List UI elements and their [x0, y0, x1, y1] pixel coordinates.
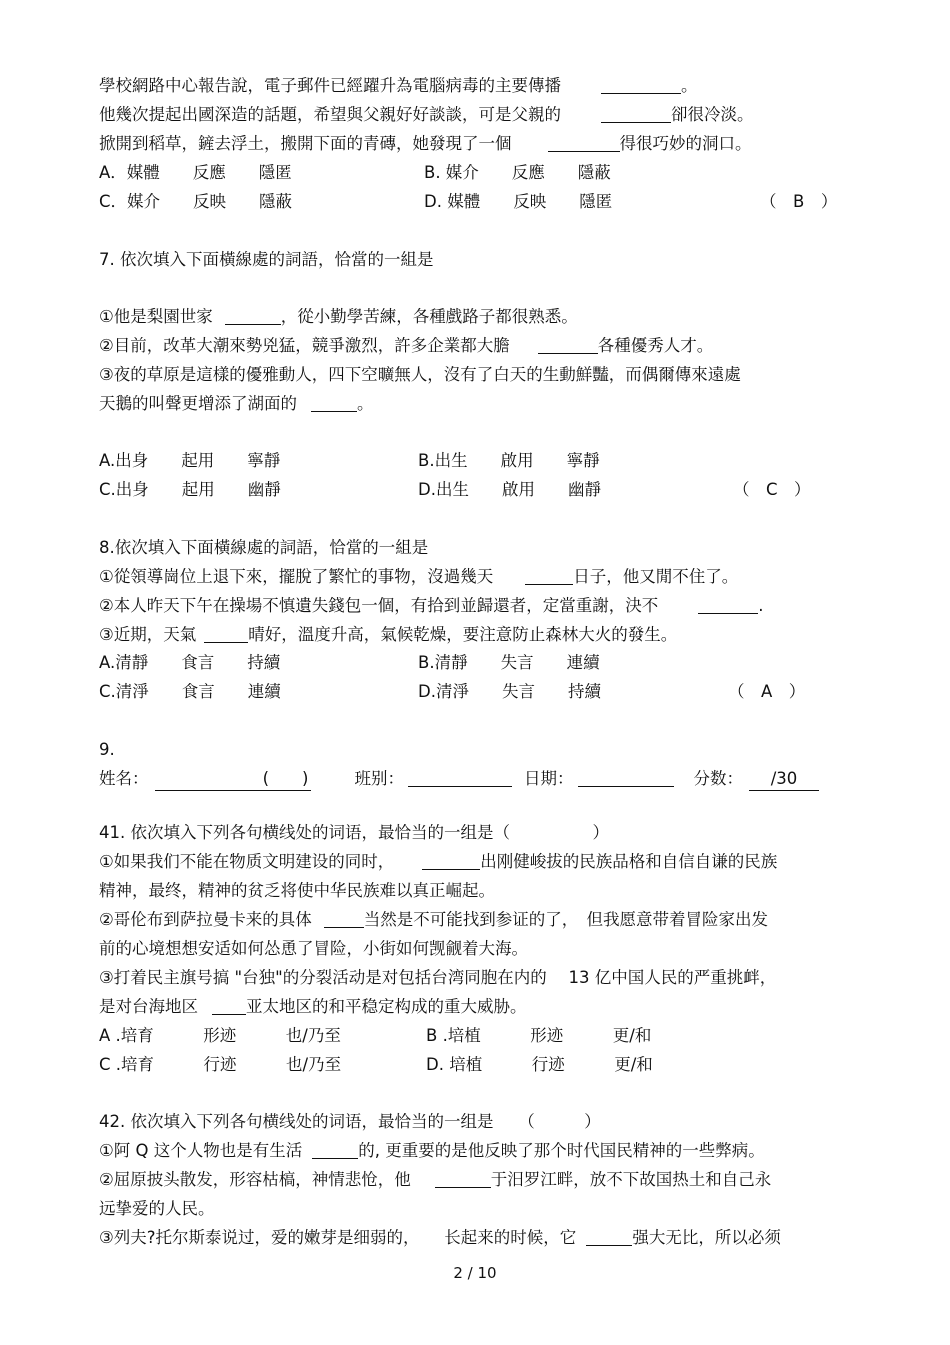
q41-sentence-3-cont: 是对台海地区 亚太地区的和平稳定构成的重大威胁。	[99, 997, 527, 1016]
q6-option-c: C．媒介 反映 隱蔽	[99, 192, 293, 211]
page-number: 2 / 10	[453, 1264, 497, 1282]
blank	[311, 394, 357, 412]
q6-answer: （ B ）	[760, 192, 838, 211]
q7-sentence-3-cont: 天鵝的叫聲更增添了湖面的 。	[99, 394, 374, 413]
q41-sentence-1: ①如果我们不能在物质文明建设的同时， 出刚健峻拔的民族品格和自信自谦的民族	[99, 852, 778, 871]
q6-option-a: A．媒體 反應 隱匿	[99, 163, 292, 182]
blank	[435, 1170, 491, 1188]
q7-answer: （ C ）	[733, 480, 811, 499]
q8-option-d: D.清淨 失言 持續	[418, 682, 601, 701]
q41-option-d: D. 培植 行迹 更/和	[426, 1055, 653, 1074]
blank	[586, 1228, 632, 1246]
q8-option-c: C.清淨 食言 連續	[99, 682, 281, 701]
name-field[interactable]: ( )	[155, 768, 311, 791]
q8-sentence-2: ②本人昨天下午在操場不慎遺失錢包一個，有拾到並歸還者，定當重謝，決不 .	[99, 596, 764, 615]
blank	[601, 76, 681, 94]
blank	[312, 1141, 358, 1159]
q41-option-c: C .培育 行迹 也/乃至	[99, 1055, 342, 1074]
q7-option-c: C.出身 起用 幽靜	[99, 480, 281, 499]
q8-option-a: A.清靜 食言 持續	[99, 653, 281, 672]
q6-sentence-2: 他幾次提起出國深造的話題，希望與父親好好談談，可是父親的 卻很冷淡。	[99, 105, 754, 124]
blank	[548, 134, 620, 152]
score-label: 分数：	[693, 769, 743, 788]
q7-sentence-2: ②目前，改革大潮來勢兇猛，競爭激烈，許多企業都大膽 各種優秀人才。	[99, 336, 714, 355]
date-field[interactable]	[578, 769, 674, 787]
q41-option-b: B .培植 形迹 更/和	[426, 1026, 652, 1045]
blank	[538, 336, 598, 354]
blank	[601, 105, 671, 123]
q7-sentence-3: ③夜的草原是這樣的優雅動人，四下空曠無人，沒有了白天的生動鮮豔，而偶爾傳來遠處	[99, 365, 741, 384]
q6-option-d: D. 媒體 反映 隱匿	[424, 192, 613, 211]
blank	[324, 910, 364, 928]
blank	[698, 596, 758, 614]
class-field[interactable]	[408, 769, 512, 787]
q6-option-b: B. 媒介 反應 隱蔽	[424, 163, 611, 182]
q9-number: 9.	[99, 740, 115, 759]
q8-title: 8.依次填入下面橫線處的詞語，恰當的一組是	[99, 538, 429, 557]
q7-sentence-1: ①他是梨園世家 ，從小勤學苦練，各種戲路子都很熟悉。	[99, 307, 578, 326]
date-label: 日期：	[524, 769, 574, 788]
q8-sentence-1: ①從領導崗位上退下來，擺脫了繁忙的事物，沒過幾天 日子，他又閒不住了。	[99, 567, 739, 586]
q7-title: 7. 依次填入下面橫線處的詞語，恰當的一組是	[99, 250, 434, 269]
q7-option-b: B.出生 啟用 寧靜	[418, 451, 600, 470]
q42-title: 42. 依次填入下列各句横线处的词语，最恰当的一组是 （ ）	[99, 1112, 601, 1131]
q41-option-a: A .培育 形迹 也/乃至	[99, 1026, 341, 1045]
q41-sentence-2: ②哥伦布到萨拉曼卡来的具体 当然是不可能找到参证的了， 但我愿意带着冒险家出发	[99, 910, 769, 929]
blank	[525, 567, 573, 585]
q8-answer: （ A ）	[728, 682, 806, 701]
blank	[422, 852, 480, 870]
class-label: 班别：	[354, 769, 404, 788]
q42-sentence-2-cont: 远挚爱的人民。	[99, 1199, 215, 1218]
q7-option-a: A.出身 起用 寧靜	[99, 451, 281, 470]
blank	[204, 625, 248, 643]
q7-option-d: D.出生 啟用 幽靜	[418, 480, 601, 499]
q41-sentence-2-cont: 前的心境想想安适如何怂恿了冒险，小街如何觊觎着大海。	[99, 939, 528, 958]
q6-sentence-1: 學校網路中心報告說，電子郵件已經躍升為電腦病毒的主要傳播 。	[99, 76, 698, 95]
q42-sentence-3: ③列夫?托尔斯泰说过，爱的嫩芽是细弱的， 长起来的时候，它 强大无比，所以必须	[99, 1228, 781, 1247]
q42-sentence-2: ②屈原披头散发，形容枯槁，神情悲怆，他 于汨罗江畔，放不下故国热土和自己永	[99, 1170, 772, 1189]
q6-sentence-3: 掀開到稻草，鏟去浮土，搬開下面的青磚，她發現了一個 得很巧妙的洞口。	[99, 134, 752, 153]
q8-option-b: B.清靜 失言 連續	[418, 653, 600, 672]
name-label: 姓名：	[99, 769, 149, 788]
q41-title: 41. 依次填入下列各句横线处的词语，最恰当的一组是（ ）	[99, 823, 609, 842]
student-info-line	[99, 768, 819, 791]
q41-sentence-1-cont: 精神，最终，精神的贫乏将使中华民族难以真正崛起。	[99, 881, 495, 900]
score-field[interactable]: /30	[749, 768, 819, 791]
q8-sentence-3: ③近期，天氣 晴好，溫度升高，氣候乾燥，要注意防止森林大火的發生。	[99, 625, 678, 644]
blank	[212, 997, 246, 1015]
blank	[225, 307, 281, 325]
q41-sentence-3: ③打着民主旗号搞 "台独"的分裂活动是对包括台湾同胞在内的 13 亿中国人民的严重挑衅，	[99, 968, 777, 987]
q42-sentence-1: ①阿 Q 这个人物也是有生活 的, 更重要的是他反映了那个时代国民精神的一些弊病。	[99, 1141, 765, 1160]
